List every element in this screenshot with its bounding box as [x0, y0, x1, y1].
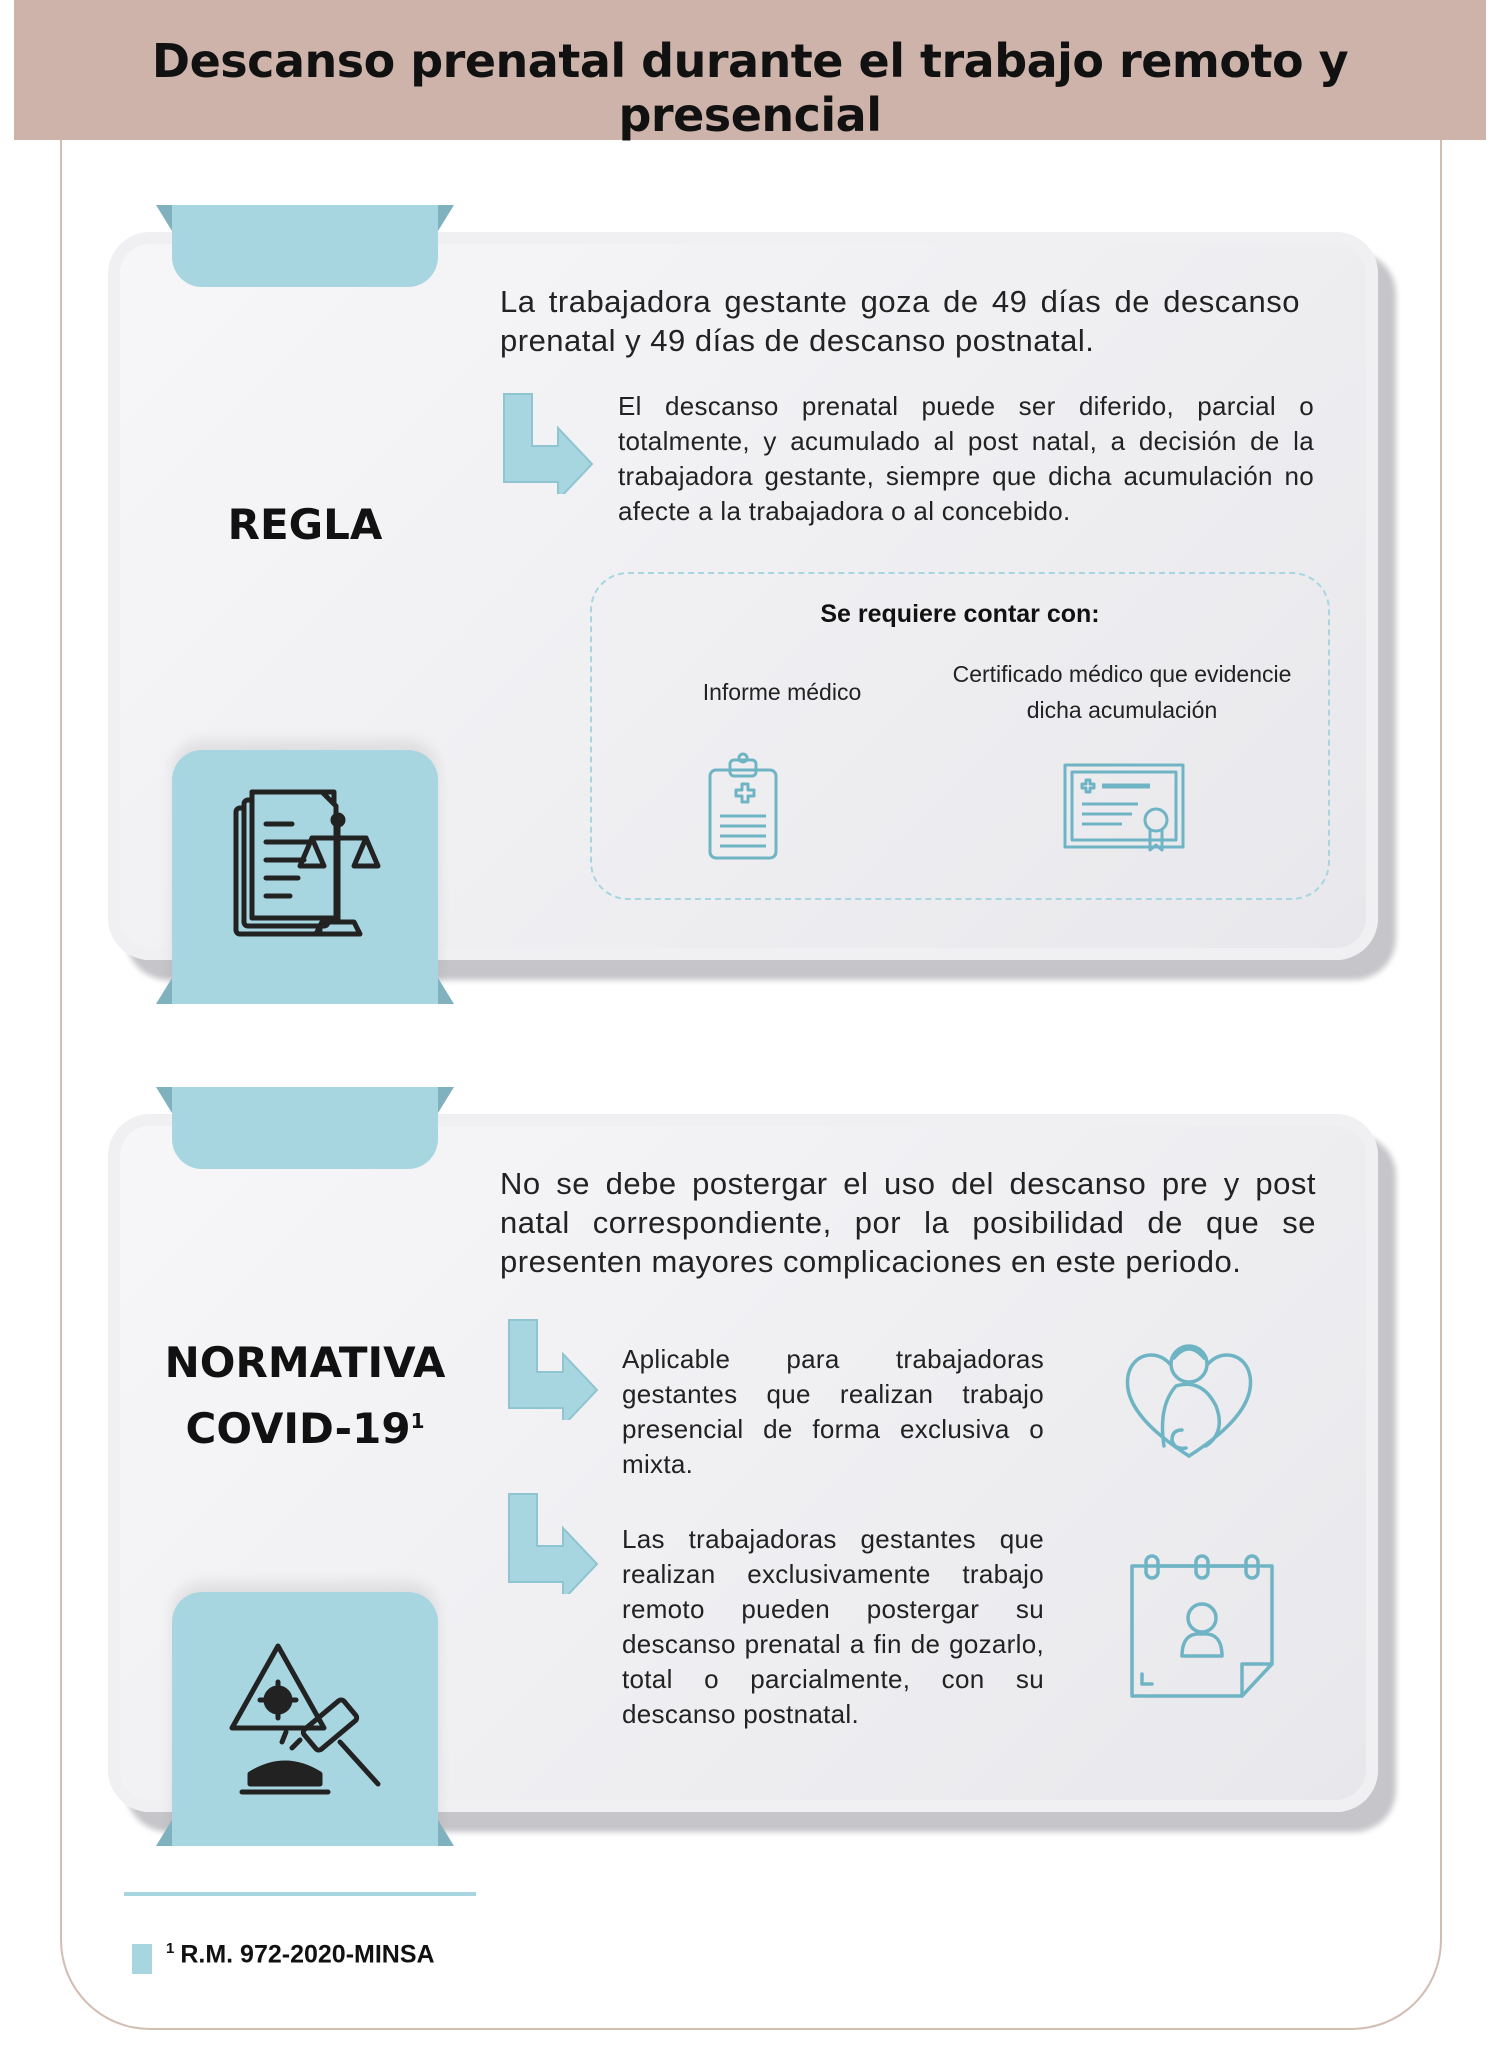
normativa-icon-tab	[172, 1592, 438, 1846]
footnote-ref: 1	[410, 1409, 425, 1433]
footnote-text: R.M. 972-2020-MINSA	[180, 1940, 435, 1969]
legal-document-scales-icon	[172, 750, 438, 1004]
footer-divider	[124, 1892, 476, 1896]
pregnant-woman-heart-icon	[1122, 1334, 1256, 1466]
normativa-lead-text: No se debe postergar el uso del descanso pre y post natal correspondiente, por la posibilidad de que se presenten mayores complicaciones en este periodo.	[500, 1166, 1316, 1279]
requirement-label-certificate: Certificado médico que evidencie dicha acumulación	[952, 661, 1292, 723]
certificate-icon	[1062, 762, 1186, 854]
regla-top-tab	[172, 205, 438, 287]
normativa-point-2-text: Las trabajadoras gestantes que realizan exclusivamente trabajo remoto pueden postergar su descanso prenatal a fin de gozarlo, total o parcialmente, con su descanso postnatal.	[622, 1524, 1044, 1729]
normativa-point-1-text: Aplicable para trabajadoras gestantes que realizan trabajo presencial de forma exclusiva o mixta.	[622, 1344, 1044, 1479]
arrow-icon	[505, 1490, 601, 1594]
regla-lead-text: La trabajadora gestante goza de 49 días de descanso prenatal y 49 días de descanso postnatal.	[500, 284, 1300, 358]
footnote	[166, 1940, 435, 1969]
requirements-title: Se requiere contar con:	[820, 600, 1100, 628]
virus-warning-gavel-icon	[172, 1592, 438, 1846]
requirements-box	[590, 572, 1330, 900]
footnote-number: 1	[166, 1940, 175, 1957]
normativa-title	[160, 1334, 450, 1458]
normativa-top-tab	[172, 1087, 438, 1169]
regla-point-text: El descanso prenatal puede ser diferido, parcial o totalmente, y acumulado al post natal, a decisión de la trabajadora gestante, siempre que dicha acumulación no afecte a la trabajadora o al concebido.	[618, 391, 1314, 526]
arrow-icon	[500, 390, 596, 494]
regla-icon-tab	[172, 750, 438, 1004]
footer-accent-mark	[132, 1944, 152, 1974]
arrow-icon	[505, 1316, 601, 1420]
calendar-baby-icon	[1126, 1552, 1278, 1700]
normativa-title-line1: NORMATIVA	[164, 1338, 446, 1387]
page-title: Descanso prenatal durante el trabajo remoto y presencial	[151, 34, 1349, 142]
requirement-label-medical-report: Informe médico	[702, 679, 862, 705]
normativa-title-line2: COVID-19	[185, 1404, 411, 1453]
clipboard-medical-icon	[706, 752, 780, 862]
header-banner	[14, 0, 1486, 140]
regla-title: REGLA	[227, 500, 383, 549]
